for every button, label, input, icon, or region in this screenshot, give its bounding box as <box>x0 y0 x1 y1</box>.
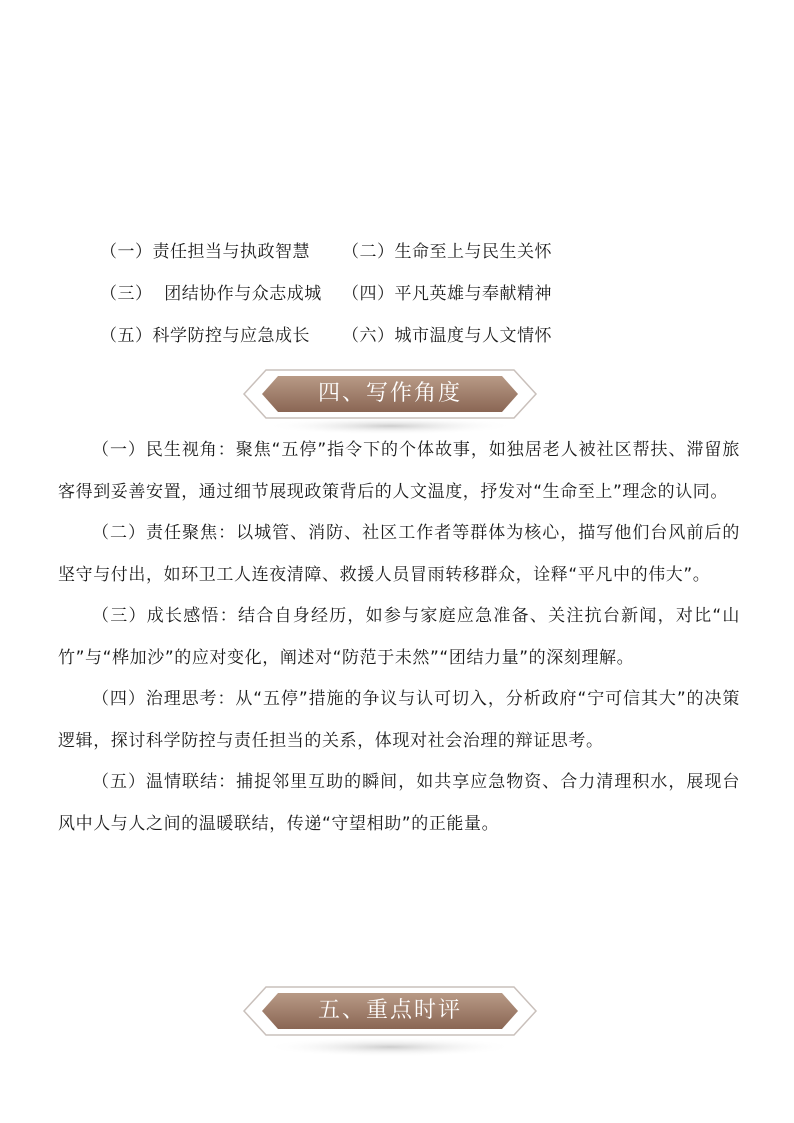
theme-row <box>100 270 700 312</box>
section-banner <box>240 983 540 1053</box>
theme-row <box>100 312 700 354</box>
theme-list <box>100 228 700 354</box>
section-banner <box>240 366 540 436</box>
paragraph: （二）责任聚焦：以城管、消防、社区工作者等群体为核心，描写他们台风前后的坚守与付出，如环卫工人连夜清障、救援人员冒雨转移群众，诠释“平凡中的伟大”。 <box>58 523 740 585</box>
theme-item: （六）城市温度与人文情怀 <box>342 325 552 346</box>
section-title: 五、重点时评 <box>317 998 462 1023</box>
theme-item: （二）生命至上与民生关怀 <box>342 241 552 262</box>
theme-item: （三） 团结协作与众志成城 <box>100 283 322 304</box>
section-body <box>58 430 740 845</box>
theme-item: （四）平凡英雄与奉献精神 <box>342 283 552 304</box>
theme-row <box>100 228 700 270</box>
theme-item: （一）责任担当与执政智慧 <box>100 241 310 262</box>
theme-item: （五）科学防控与应急成长 <box>100 325 310 346</box>
paragraph: （五）温情联结：捕捉邻里互助的瞬间，如共享应急物资、合力清理积水，展现台风中人与人之间的温暖联结，传递“守望相助”的正能量。 <box>58 772 740 834</box>
section-title: 四、写作角度 <box>317 381 462 406</box>
paragraph: （三）成长感悟：结合自身经历，如参与家庭应急准备、关注抗台新闻，对比“山竹”与“桦加沙”的应对变化，阐述对“防范于未然”“团结力量”的深刻理解。 <box>58 606 740 668</box>
paragraph: （四）治理思考：从“五停”措施的争议与认可切入，分析政府“宁可信其大”的决策逻辑，探讨科学防控与责任担当的关系，体现对社会治理的辩证思考。 <box>58 689 740 751</box>
paragraph: （一）民生视角：聚焦“五停”指令下的个体故事，如独居老人被社区帮扶、滞留旅客得到妥善安置，通过细节展现政策背后的人文温度，抒发对“生命至上”理念的认同。 <box>58 440 740 502</box>
